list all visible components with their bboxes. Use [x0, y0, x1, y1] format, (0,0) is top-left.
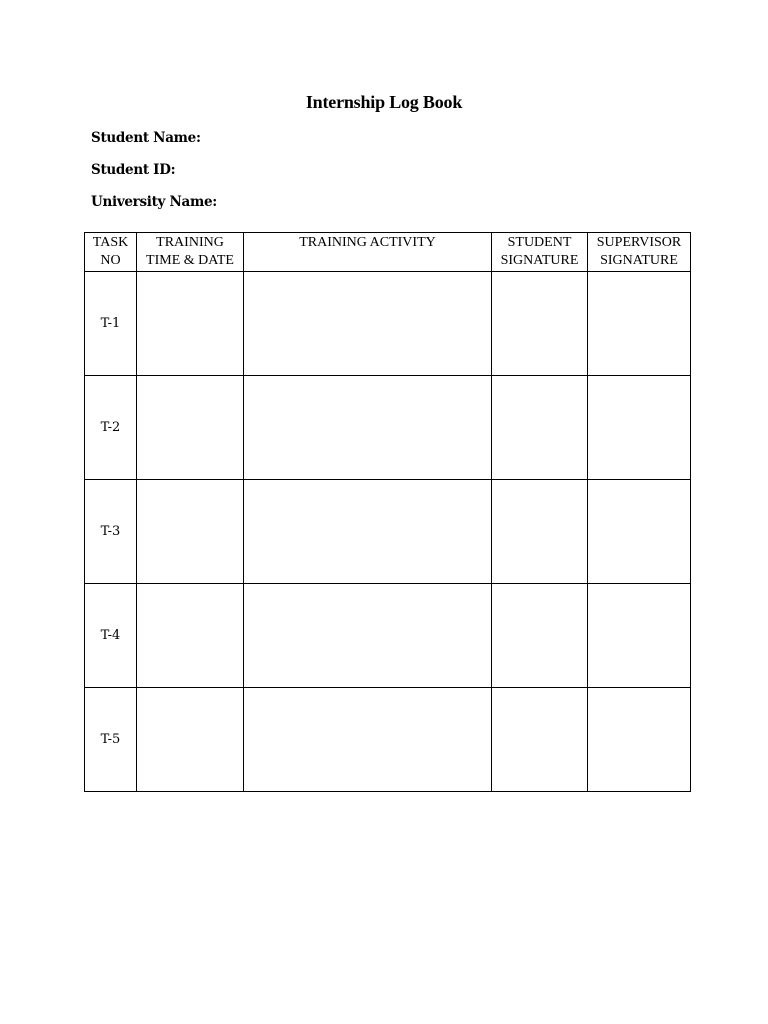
header-supervisor-signature-line1: SUPERVISOR [596, 235, 682, 250]
header-training-time [137, 233, 244, 272]
training-activity-cell[interactable] [244, 688, 492, 792]
student-signature-cell[interactable] [492, 584, 588, 688]
task-number-cell: T-1 [85, 272, 137, 376]
header-supervisor-signature-line2: SIGNATURE [600, 253, 678, 268]
training-time-cell[interactable] [137, 688, 244, 792]
training-activity-cell[interactable] [244, 376, 492, 480]
supervisor-signature-cell[interactable] [588, 376, 691, 480]
training-activity-cell[interactable] [244, 480, 492, 584]
page-title: Internship Log Book [305, 92, 463, 112]
table-header-row [85, 233, 691, 272]
training-time-cell[interactable] [137, 272, 244, 376]
header-student-signature-line2: SIGNATURE [500, 253, 579, 268]
training-time-cell[interactable] [137, 376, 244, 480]
supervisor-signature-cell[interactable] [588, 272, 691, 376]
task-number-cell: T-4 [85, 584, 137, 688]
task-number-cell: T-2 [85, 376, 137, 480]
training-activity-cell[interactable] [244, 584, 492, 688]
table-row [85, 272, 691, 376]
university-name-label: University Name: [91, 194, 217, 210]
student-signature-cell[interactable] [492, 376, 588, 480]
student-signature-cell[interactable] [492, 688, 588, 792]
task-number-cell: T-5 [85, 688, 137, 792]
header-student-signature [492, 233, 588, 272]
header-training-activity [244, 233, 492, 272]
supervisor-signature-cell[interactable] [588, 584, 691, 688]
header-training-time-line2: TIME & DATE [146, 253, 234, 268]
header-training-activity-line1: TRAINING ACTIVITY [299, 235, 436, 250]
training-activity-cell[interactable] [244, 272, 492, 376]
table-row [85, 480, 691, 584]
training-time-cell[interactable] [137, 480, 244, 584]
log-table [84, 232, 691, 792]
header-task-no-line1: TASK [92, 235, 129, 250]
header-task-no [85, 233, 137, 272]
training-time-cell[interactable] [137, 584, 244, 688]
header-student-signature-line1: STUDENT [507, 235, 572, 250]
supervisor-signature-cell[interactable] [588, 480, 691, 584]
student-id-label: Student ID: [91, 162, 176, 178]
table-row [85, 376, 691, 480]
student-name-label: Student Name: [91, 130, 201, 146]
header-task-no-line2: NO [100, 253, 121, 268]
header-training-time-line1: TRAINING [156, 235, 224, 250]
task-number-cell: T-3 [85, 480, 137, 584]
table-row [85, 584, 691, 688]
student-signature-cell[interactable] [492, 272, 588, 376]
table-row [85, 688, 691, 792]
supervisor-signature-cell[interactable] [588, 688, 691, 792]
header-supervisor-signature [588, 233, 691, 272]
student-signature-cell[interactable] [492, 480, 588, 584]
